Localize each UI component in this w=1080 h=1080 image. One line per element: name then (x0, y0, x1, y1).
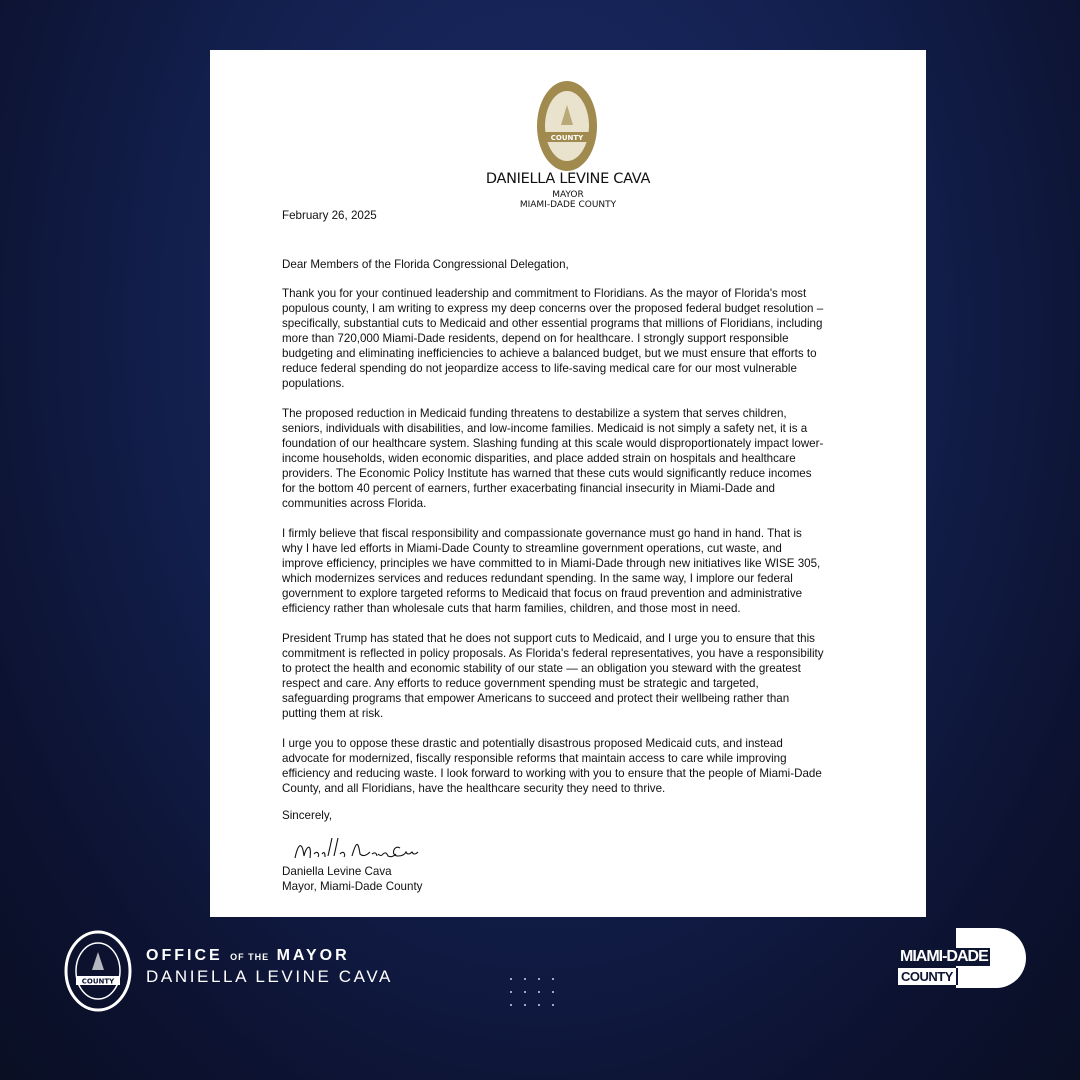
letterhead-name: DANIELLA LEVINE CAVA (485, 171, 651, 187)
paragraph-line: specifically, substantial cuts to Medicaid and other essential programs that millions of Floridians, including (282, 317, 823, 330)
office-title (146, 947, 350, 965)
letterhead-county: MIAMI-DADE COUNTY (519, 200, 617, 210)
paragraph-line: providers. The Economic Policy Institute has warned that these cuts would significantly reduce incomes (282, 467, 812, 480)
logo-line1: MIAMI-DADE (900, 948, 988, 965)
paragraph (282, 526, 820, 616)
paragraph-line: respect and care. Any efforts to reduce government spending must be strategic and targeted, (282, 677, 759, 690)
paragraph-line: which modernizes services and reduces redundant spending. In the same way, I implore our federal (282, 572, 793, 585)
footer-county-seal-icon (64, 930, 132, 1012)
paragraph-line: for the bottom 40 percent of earners, further exacerbating financial insecurity in Miami-Dade and (282, 482, 775, 495)
paragraph-line: I urge you to oppose these drastic and potentially disastrous proposed Medicaid cuts, and instead (282, 737, 783, 750)
paragraph-line: reduce federal spending do not jeopardize access to life-saving medical care for our most vulnerable (282, 362, 797, 375)
signature (290, 836, 440, 866)
miami-dade-county-logo (898, 928, 1028, 990)
paragraph-line: advocate for modernized, fiscally responsible reforms that maintain access to care while improving (282, 752, 787, 765)
paragraph-line: populations. (282, 377, 345, 390)
paragraph-line: budgeting and eliminating inefficiencies to achieve a balanced budget, but we must ensure that efforts to (282, 347, 817, 360)
mayor-word: MAYOR (276, 947, 350, 964)
paragraph-line: The proposed reduction in Medicaid funding threatens to destabilize a system that serves children, (282, 407, 787, 420)
svg-text:COUNTY: COUNTY (550, 134, 584, 142)
office-word: OFFICE (146, 947, 223, 964)
svg-text:COUNTY: COUNTY (81, 977, 115, 986)
paragraph-line: populous county, I am writing to express my deep concerns over the proposed federal budget resolution – (282, 302, 824, 315)
paragraph (282, 631, 824, 721)
signer-name: Daniella Levine Cava (282, 865, 392, 878)
letterhead-title: MAYOR (552, 190, 584, 200)
paragraph-line: improve efficiency, principles we have committed to in Miami-Dade through new initiatives like WISE 305, (282, 557, 821, 570)
paragraph (282, 406, 823, 511)
closing: Sincerely, (282, 809, 333, 822)
paragraph-line: putting them at risk. (282, 707, 384, 720)
paragraph-line: I firmly believe that fiscal responsibility and compassionate governance must go hand in hand. That is (282, 527, 802, 540)
paragraph-line: safeguarding programs that empower Americans to succeed and protect their wellbeing rather than (282, 692, 790, 705)
logo-line2: COUNTY (898, 968, 958, 985)
county-seal-logo (536, 80, 598, 172)
decorative-dots (510, 978, 566, 1006)
letter-date: February 26, 2025 (282, 209, 377, 222)
paragraph-line: more than 720,000 Miami-Dade residents, depend on for healthcare. I strongly support responsible (282, 332, 789, 345)
paragraph-line: to protect the health and economic stability of our state — an obligation you steward with the greatest (282, 662, 801, 675)
paragraph (282, 286, 823, 391)
paragraph-line: communities across Florida. (282, 497, 427, 510)
paragraph (282, 736, 822, 796)
paragraph-line: commitment is reflected in policy proposals. As Florida's federal representatives, you have a responsibility (282, 647, 824, 660)
paragraph-line: government to explore targeted reforms to Medicaid that focus on fraud prevention and administrative (282, 587, 803, 600)
paragraph-line: efficiency and reducing waste. I look forward to working with you to ensure that the people of Miami-Dade (282, 767, 822, 780)
of-the-word: OF THE (230, 952, 270, 962)
paragraph-line: County, and all Floridians, have the healthcare security they need to thrive. (282, 782, 666, 795)
paragraph-line: seniors, individuals with disabilities, and low-income families. Medicaid is not simply a safety net, it is a (282, 422, 808, 435)
paragraph-line: income households, widen economic disparities, and place added strain on hospitals and healthcare (282, 452, 796, 465)
signer-title: Mayor, Miami-Dade County (282, 880, 423, 893)
paragraph-line: Thank you for your continued leadership and commitment to Floridians. As the mayor of Florida's most (282, 287, 807, 300)
paragraph-line: President Trump has stated that he does not support cuts to Medicaid, and I urge you to ensure that this (282, 632, 815, 645)
paragraph-line: why I have led efforts in Miami-Dade County to streamline government operations, cut waste, and (282, 542, 782, 555)
footer-mayor-name: DANIELLA LEVINE CAVA (146, 967, 393, 986)
paragraph-line: foundation of our healthcare system. Slashing funding at this scale would disproportionately impact lower- (282, 437, 824, 450)
salutation: Dear Members of the Florida Congressional Delegation, (282, 258, 569, 271)
paragraph-line: efficiency rather than wholesale cuts that harm families, children, and those most in need. (282, 602, 741, 615)
